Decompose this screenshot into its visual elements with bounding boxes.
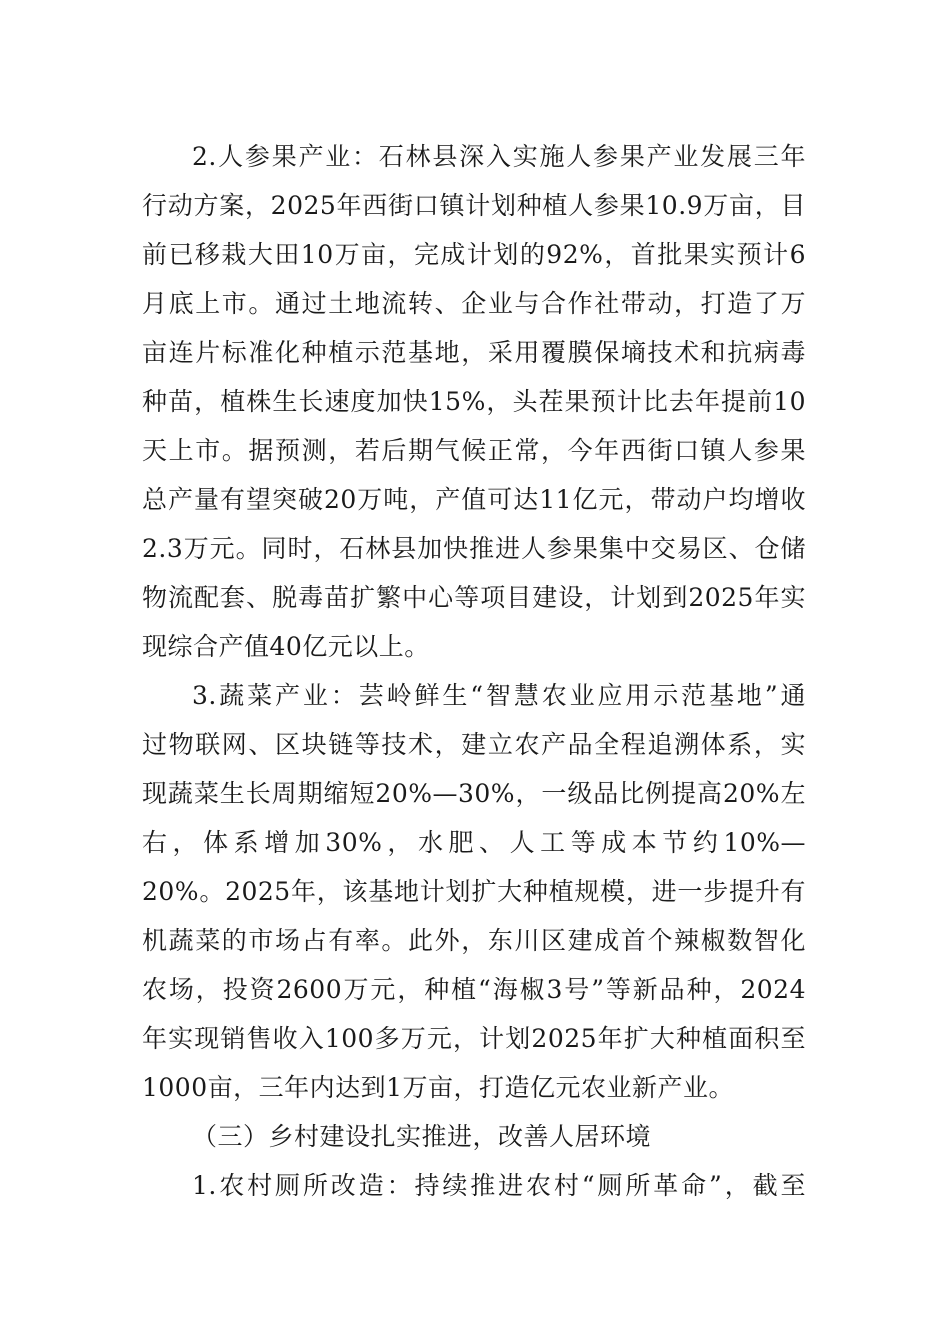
text-line: 月底上市。通过土地流转、企业与合作社带动，打造了万	[142, 289, 806, 318]
text-line: 2.3万元。同时，石林县加快推进人参果集中交易区、仓储	[142, 534, 806, 563]
text-line: 3.蔬菜产业：芸岭鲜生“智慧农业应用示范基地”通	[192, 681, 806, 710]
text-line: （三）乡村建设扎实推进，改善人居环境	[192, 1122, 652, 1151]
text-line: 1000亩，三年内达到1万亩，打造亿元农业新产业。	[142, 1073, 735, 1102]
text-line: 前已移栽大田10万亩，完成计划的92%，首批果实预计6	[142, 240, 806, 269]
text-line: 亩连片标准化种植示范基地，采用覆膜保墒技术和抗病毒	[142, 338, 806, 367]
text-line: 行动方案，2025年西街口镇计划种植人参果10.9万亩，目	[142, 191, 806, 220]
text-line: 20%。2025年，该基地计划扩大种植规模，进一步提升有	[142, 877, 806, 906]
document-body	[142, 132, 806, 1210]
text-line: 现蔬菜生长周期缩短20%—30%，一级品比例提高20%左	[142, 779, 806, 808]
text-line: 现综合产值40亿元以上。	[142, 632, 430, 661]
text-line: 年实现销售收入100多万元，计划2025年扩大种植面积至	[142, 1024, 806, 1053]
text-line: 农场，投资2600万元，种植“海椒3号”等新品种，2024	[142, 975, 806, 1004]
text-line: 种苗，植株生长速度加快15%，头茬果预计比去年提前10	[142, 387, 806, 416]
text-line: 机蔬菜的市场占有率。此外，东川区建成首个辣椒数智化	[142, 926, 806, 955]
text-line: 右，体系增加30%，水肥、人工等成本节约10%—	[142, 828, 806, 857]
text-line: 天上市。据预测，若后期气候正常，今年西街口镇人参果	[142, 436, 806, 465]
text-line: 物流配套、脱毒苗扩繁中心等项目建设，计划到2025年实	[142, 583, 806, 612]
text-line: 2.人参果产业：石林县深入实施人参果产业发展三年	[192, 142, 806, 171]
text-line: 1.农村厕所改造：持续推进农村“厕所革命”，截至	[192, 1171, 806, 1200]
text-line: 过物联网、区块链等技术，建立农产品全程追溯体系，实	[142, 730, 806, 759]
text-line: 总产量有望突破20万吨，产值可达11亿元，带动户均增收	[142, 485, 806, 514]
